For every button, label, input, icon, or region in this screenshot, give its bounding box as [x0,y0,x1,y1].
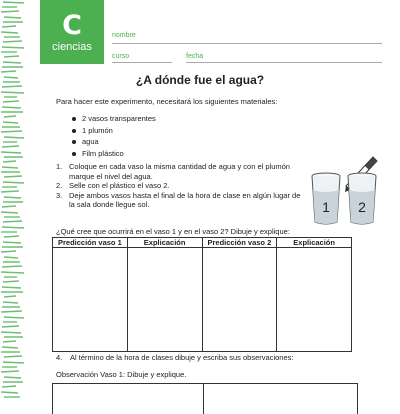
material-item: 2 vasos transparentes [72,113,156,125]
stripe-stroke [3,101,19,102]
table-answer-row [53,248,352,352]
stripe-stroke [1,71,16,72]
course-line[interactable] [112,62,172,63]
step-number: 4. [56,353,63,362]
table-header-cell: Predicción vaso 1 [53,238,128,248]
stripe-stroke [2,326,19,327]
stripe-stroke [1,212,18,213]
step-number: 3. [56,190,63,200]
stripe-stroke [2,167,18,168]
stripe-stroke [2,287,21,288]
stripe-stroke [3,62,21,63]
step-4 [56,353,293,362]
stripe-stroke [4,377,21,378]
observation-divider [203,384,204,414]
stripe-stroke [2,107,21,108]
step-item [56,162,301,181]
glass-2-icon [348,173,376,224]
question-text: ¿Qué cree que ocurrirá en el vaso 1 y en el vaso 2? Dibuje y explique: [56,227,290,236]
stripe-stroke [1,332,21,333]
glass-1-label: 1 [322,199,330,215]
stripe-stroke [2,266,22,267]
stripe-stroke [2,26,16,27]
stripe-stroke [1,32,18,33]
stripe-stroke [3,41,22,42]
stripe-stroke [1,251,16,252]
stripe-stroke [1,152,21,153]
answer-cell[interactable] [277,248,352,352]
glass-2-label: 2 [358,199,366,215]
stripe-stroke [4,17,21,18]
stripe-stroke [2,227,24,228]
stripe-stroke [1,92,24,93]
stripe-stroke [3,2,24,3]
stripe-stroke [3,302,18,303]
table-header-cell: Explicación [277,238,352,248]
stripe-stroke [4,257,18,258]
grade-label: 2° básico [52,55,85,64]
stripe-stroke [4,137,24,138]
stripe-stroke [3,182,24,183]
step-item [56,191,301,210]
observation-label: Observación Vaso 1: Dibuje y explique. [56,370,187,379]
stripe-stroke [1,11,19,12]
course-label: curso [112,53,130,60]
subject-letter: C [62,10,82,41]
stripe-stroke [2,47,24,48]
observation-box[interactable] [52,383,358,414]
prediction-table [52,237,352,352]
name-label: nombre [112,32,136,39]
step-text: Coloque en cada vaso la misma cantidad de agua y con el plumón marque el nivel del agua. [69,162,290,181]
steps-list [56,162,301,210]
materials-list [72,113,156,159]
stripe-stroke [4,197,21,198]
stripe-stroke [3,242,21,243]
subject-name: ciencias [52,41,92,53]
step-item [56,181,301,191]
stripe-stroke [4,236,19,237]
answer-cell[interactable] [127,248,202,352]
stripe-stroke [2,206,16,207]
stripe-stroke [4,356,22,357]
stripe-stroke [3,122,18,123]
answer-cell[interactable] [53,248,128,352]
table-header-cell: Explicación [127,238,202,248]
decorative-left-stripe [0,0,26,400]
material-item: Film plástico [72,148,156,160]
stripe-stroke [3,362,24,363]
material-item: 1 plumón [72,125,156,137]
stripe-stroke [1,131,22,132]
stripe-stroke [3,161,16,162]
stripe-stroke [1,272,24,273]
name-line[interactable] [112,43,382,44]
stripe-stroke [4,317,24,318]
step-text: Selle con el plástico el vaso 2. [69,181,170,190]
answer-cell[interactable] [202,248,277,352]
page-title: ¿A dónde fue el agua? [135,73,265,87]
date-label: fecha [186,53,204,60]
stripe-stroke [1,371,19,372]
stripe-stroke [1,191,19,192]
stripe-stroke [2,146,19,147]
step-text: Al término de la hora de clases dibuje y escriba sus observaciones: [70,353,294,362]
stripe-stroke [3,341,16,342]
stripe-stroke [3,281,19,282]
intro-text: Para hacer este experimento, necesitará los siguientes materiales: [56,97,278,106]
step-number: 2. [56,181,63,190]
stripe-stroke [3,221,22,222]
stripe-stroke [2,386,16,387]
stripe-stroke [1,392,18,393]
stripe-stroke [4,296,16,297]
water-glasses-illustration [306,150,384,230]
stripe-stroke [1,311,22,312]
table-header-cell: Predicción vaso 2 [202,238,277,248]
date-line[interactable] [186,62,382,63]
material-item: agua [72,136,156,148]
stripe-stroke [2,347,18,348]
step-text: Deje ambos vasos hasta el final de la hora de clase en algún lugar de la sala donde llegue sol. [69,190,301,209]
stripe-stroke [4,116,16,117]
stripe-stroke [4,176,22,177]
stripe-stroke [4,56,19,57]
glass-1-icon [312,173,340,224]
step-number: 1. [56,162,63,171]
table-header-row [53,238,352,248]
